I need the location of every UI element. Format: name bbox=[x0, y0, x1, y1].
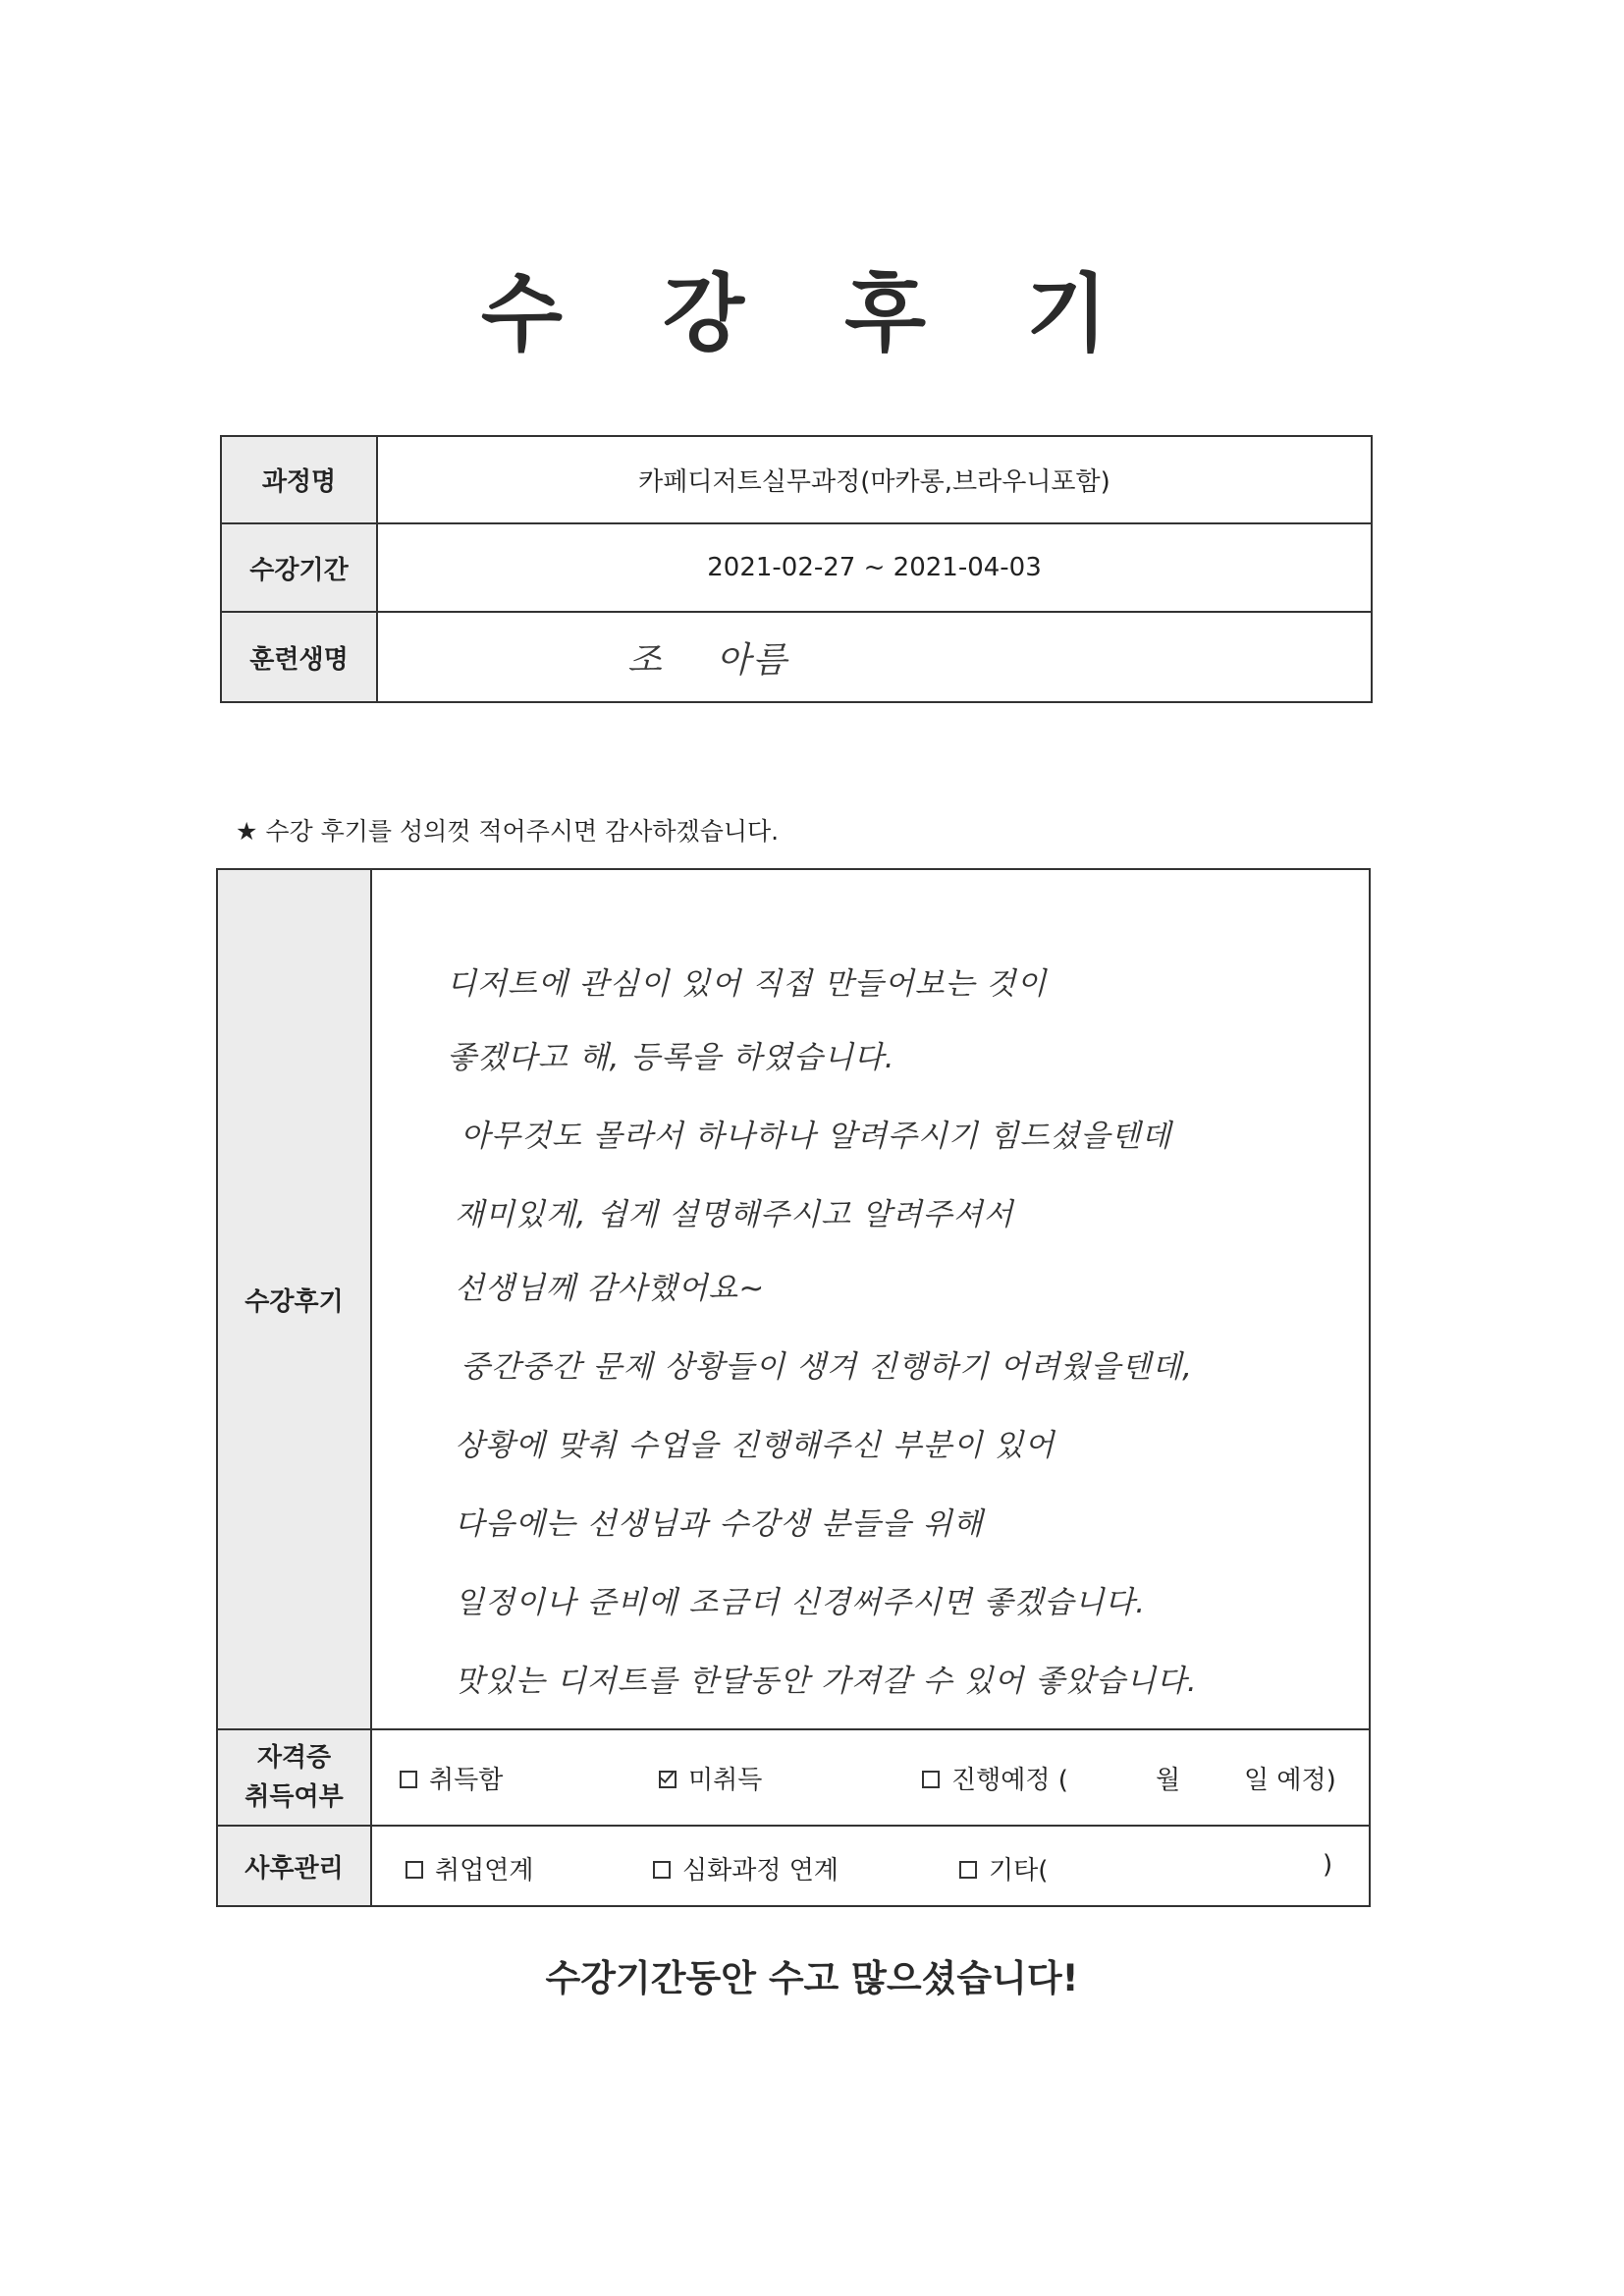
cert-option-acquired[interactable]: 취득함 bbox=[400, 1760, 503, 1796]
review-line: 아무것도 몰라서 하나하나 알려주시기 힘드셨을텐데 bbox=[460, 1119, 1172, 1154]
course-name-label: 과정명 bbox=[221, 436, 377, 523]
review-line: 선생님께 감사했어요~ bbox=[455, 1271, 766, 1306]
aftercare-option-other[interactable]: 기타( bbox=[959, 1850, 1048, 1886]
trainee-name: 조 아름 bbox=[627, 639, 789, 681]
aftercare-options bbox=[371, 1826, 1370, 1906]
cert-option-in-progress[interactable]: 진행예정 ( bbox=[922, 1760, 1068, 1796]
month-label: 월 bbox=[1156, 1766, 1181, 1795]
cert-label: 자격증 취득여부 bbox=[217, 1729, 371, 1826]
period-label: 수강기간 bbox=[221, 523, 377, 612]
aftercare-label: 사후관리 bbox=[217, 1826, 371, 1906]
cert-options bbox=[371, 1729, 1370, 1826]
review-label: 수강후기 bbox=[244, 1286, 344, 1317]
instruction-note: ★ 수강 후기를 성의껏 적어주시면 감사하겠습니다. bbox=[236, 817, 780, 846]
period-value: 2021-02-27 ~ 2021-04-03 bbox=[377, 523, 1372, 612]
course-name-value: 카페디저트실무과정(마카롱,브라우니포함) bbox=[377, 436, 1372, 523]
trainee-label: 훈련생명 bbox=[221, 612, 377, 702]
checkbox-icon bbox=[959, 1861, 977, 1879]
checkbox-icon bbox=[653, 1861, 671, 1879]
review-line: 디저트에 관심이 있어 직접 만들어보는 것이 bbox=[447, 966, 1048, 1002]
checkbox-icon bbox=[406, 1861, 423, 1879]
checkbox-icon bbox=[922, 1771, 940, 1788]
cert-option-not-acquired[interactable]: 미취득 bbox=[659, 1760, 762, 1796]
review-line: 맛있는 디저트를 한달동안 가져갈 수 있어 좋았습니다. bbox=[455, 1664, 1198, 1699]
review-label-cell bbox=[217, 869, 371, 1729]
checked-checkbox-icon bbox=[659, 1771, 677, 1788]
review-line: 중간중간 문제 상황들이 생겨 진행하기 어려웠을텐데, bbox=[460, 1349, 1193, 1385]
page-title: 수 강 후 기 bbox=[480, 265, 1144, 363]
day-label: 일 예정) bbox=[1244, 1766, 1336, 1795]
closing-message: 수강기간동안 수고 많으셨습니다! bbox=[545, 1957, 1079, 1999]
other-close-paren: ) bbox=[1323, 1850, 1333, 1880]
review-content bbox=[371, 869, 1370, 1729]
review-line: 좋겠다고 해, 등록을 하였습니다. bbox=[447, 1040, 895, 1075]
aftercare-option-advanced[interactable]: 심화과정 연계 bbox=[653, 1850, 839, 1886]
review-line: 다음에는 선생님과 수강생 분들을 위해 bbox=[455, 1506, 984, 1542]
aftercare-option-employment[interactable]: 취업연계 bbox=[406, 1850, 533, 1886]
review-line: 상황에 맞춰 수업을 진행해주신 부분이 있어 bbox=[455, 1428, 1056, 1463]
checkbox-icon bbox=[400, 1771, 417, 1788]
review-line: 재미있게, 쉽게 설명해주시고 알려주셔서 bbox=[455, 1197, 1014, 1232]
course-info-table bbox=[220, 435, 1373, 703]
review-table bbox=[216, 868, 1371, 1907]
review-line: 일정이나 준비에 조금더 신경써주시면 좋겠습니다. bbox=[455, 1585, 1147, 1620]
